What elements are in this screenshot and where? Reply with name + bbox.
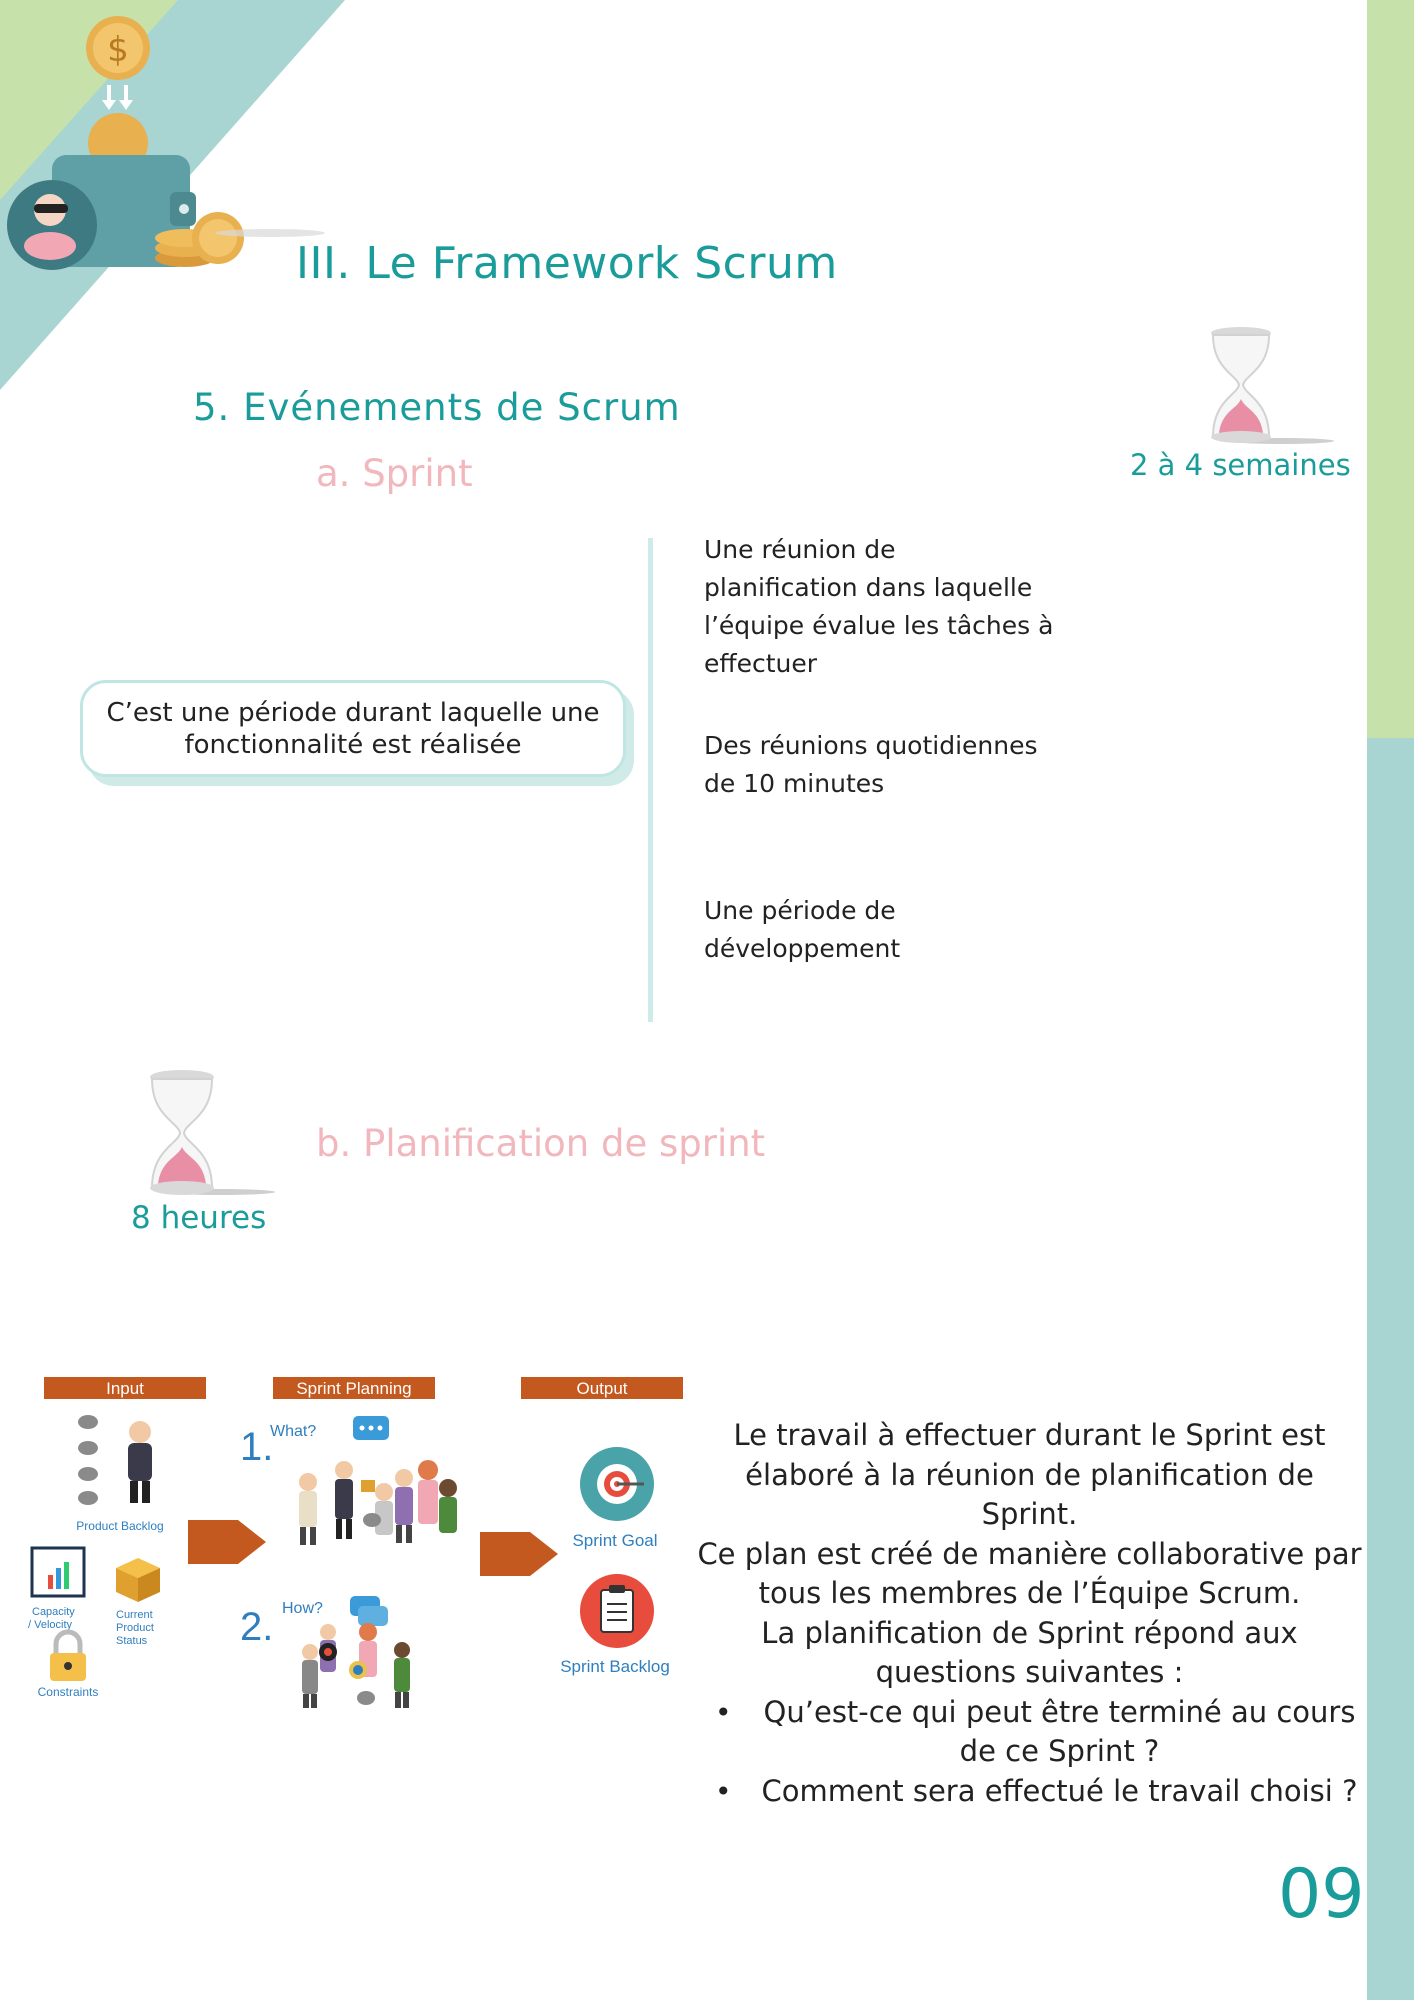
team-group-icon [299, 1460, 457, 1545]
sprint-goal-label: Sprint Goal [572, 1531, 658, 1550]
product-owner-figure-icon [128, 1421, 152, 1503]
svg-text:$: $ [107, 30, 129, 70]
diagram-header-output [521, 1377, 683, 1399]
sprint-definition-text: C’est une période durant laquelle une fonctionnalité est réalisée [106, 697, 600, 760]
side-strip-green [1367, 0, 1414, 738]
constraints-label: Constraints [37, 1685, 99, 1699]
coin-dollar-icon [86, 16, 150, 80]
side-strip-teal [1367, 738, 1414, 2000]
capacity-label-line2: / Velocity [28, 1619, 73, 1631]
product-backlog-label: Product Backlog [76, 1519, 164, 1533]
sprint-event-planning: Une réunion de planification dans laquelle l’équipe évalue les tâches à effectuer [704, 535, 1054, 678]
current-status-line3: Status [116, 1635, 148, 1647]
subheading-sprint: a. Sprint [316, 452, 473, 495]
capacity-label-line1: Capacity [32, 1606, 75, 1618]
speech-bubble-icon [353, 1416, 389, 1440]
target-icon [580, 1447, 654, 1521]
planning-question-item: • Qu’est-ce qui peut être terminé au cours de ce Sprint ? [697, 1693, 1362, 1772]
step-one-number: 1. [240, 1425, 274, 1469]
subheading-planning: b. Planification de sprint [316, 1122, 766, 1165]
sprint-definition-box [80, 680, 626, 777]
planning-intro-line: La planification de Sprint répond aux questions suivantes : [761, 1615, 1298, 1689]
diagram-header-input-text: Input [106, 1379, 144, 1398]
planning-description [697, 1416, 1362, 1811]
clipboard-icon [580, 1574, 654, 1648]
page-number: 09 [1278, 1855, 1365, 1934]
diagram-header-planning [273, 1377, 435, 1399]
planning-intro-line: Ce plan est créé de manière collaborative par tous les membres de l’Équipe Scrum. [697, 1536, 1362, 1610]
diagram-header-input [44, 1377, 206, 1399]
team-group-icon [302, 1623, 410, 1708]
sprint-event-development: Une période de développement [704, 896, 901, 963]
hourglass-icon [140, 1068, 275, 1198]
step-one-question: What? [270, 1423, 317, 1440]
planning-question-item: • Comment sera effectué le travail choisi ? [697, 1772, 1362, 1812]
sprint-backlog-label: Sprint Backlog [560, 1657, 670, 1676]
lock-icon [50, 1632, 86, 1681]
capacity-chart-icon [32, 1548, 84, 1596]
planning-questions-list [697, 1693, 1362, 1812]
current-status-line1: Current [116, 1609, 153, 1621]
step-two-question: How? [282, 1600, 323, 1617]
vertical-divider [648, 538, 653, 1022]
section-title: 5. Evénements de Scrum [193, 386, 681, 429]
current-status-line2: Product [116, 1622, 154, 1634]
backlog-stack-icon [78, 1415, 98, 1505]
page-title: III. Le Framework Scrum [296, 238, 838, 289]
step-two-number: 2. [240, 1605, 274, 1649]
corner-decoration [0, 0, 345, 390]
diagram-header-planning-text: Sprint Planning [296, 1379, 412, 1398]
planning-duration: 8 heures [131, 1200, 267, 1236]
hourglass-icon [1204, 325, 1334, 445]
sprint-planning-diagram [28, 1370, 688, 1730]
diagram-header-output-text: Output [576, 1379, 628, 1398]
sprint-event-daily: Des réunions quotidiennes de 10 minutes [704, 731, 1038, 798]
arrow-right-icon [480, 1532, 558, 1576]
arrow-right-icon [188, 1520, 266, 1564]
avatar-icon [7, 180, 97, 270]
speech-bubble-icon [350, 1596, 388, 1626]
product-box-icon [116, 1558, 160, 1602]
sprint-duration: 2 à 4 semaines [1130, 448, 1351, 482]
planning-intro-line: Le travail à effectuer durant le Sprint est élaboré à la réunion de planification de Sprint. [733, 1418, 1326, 1531]
